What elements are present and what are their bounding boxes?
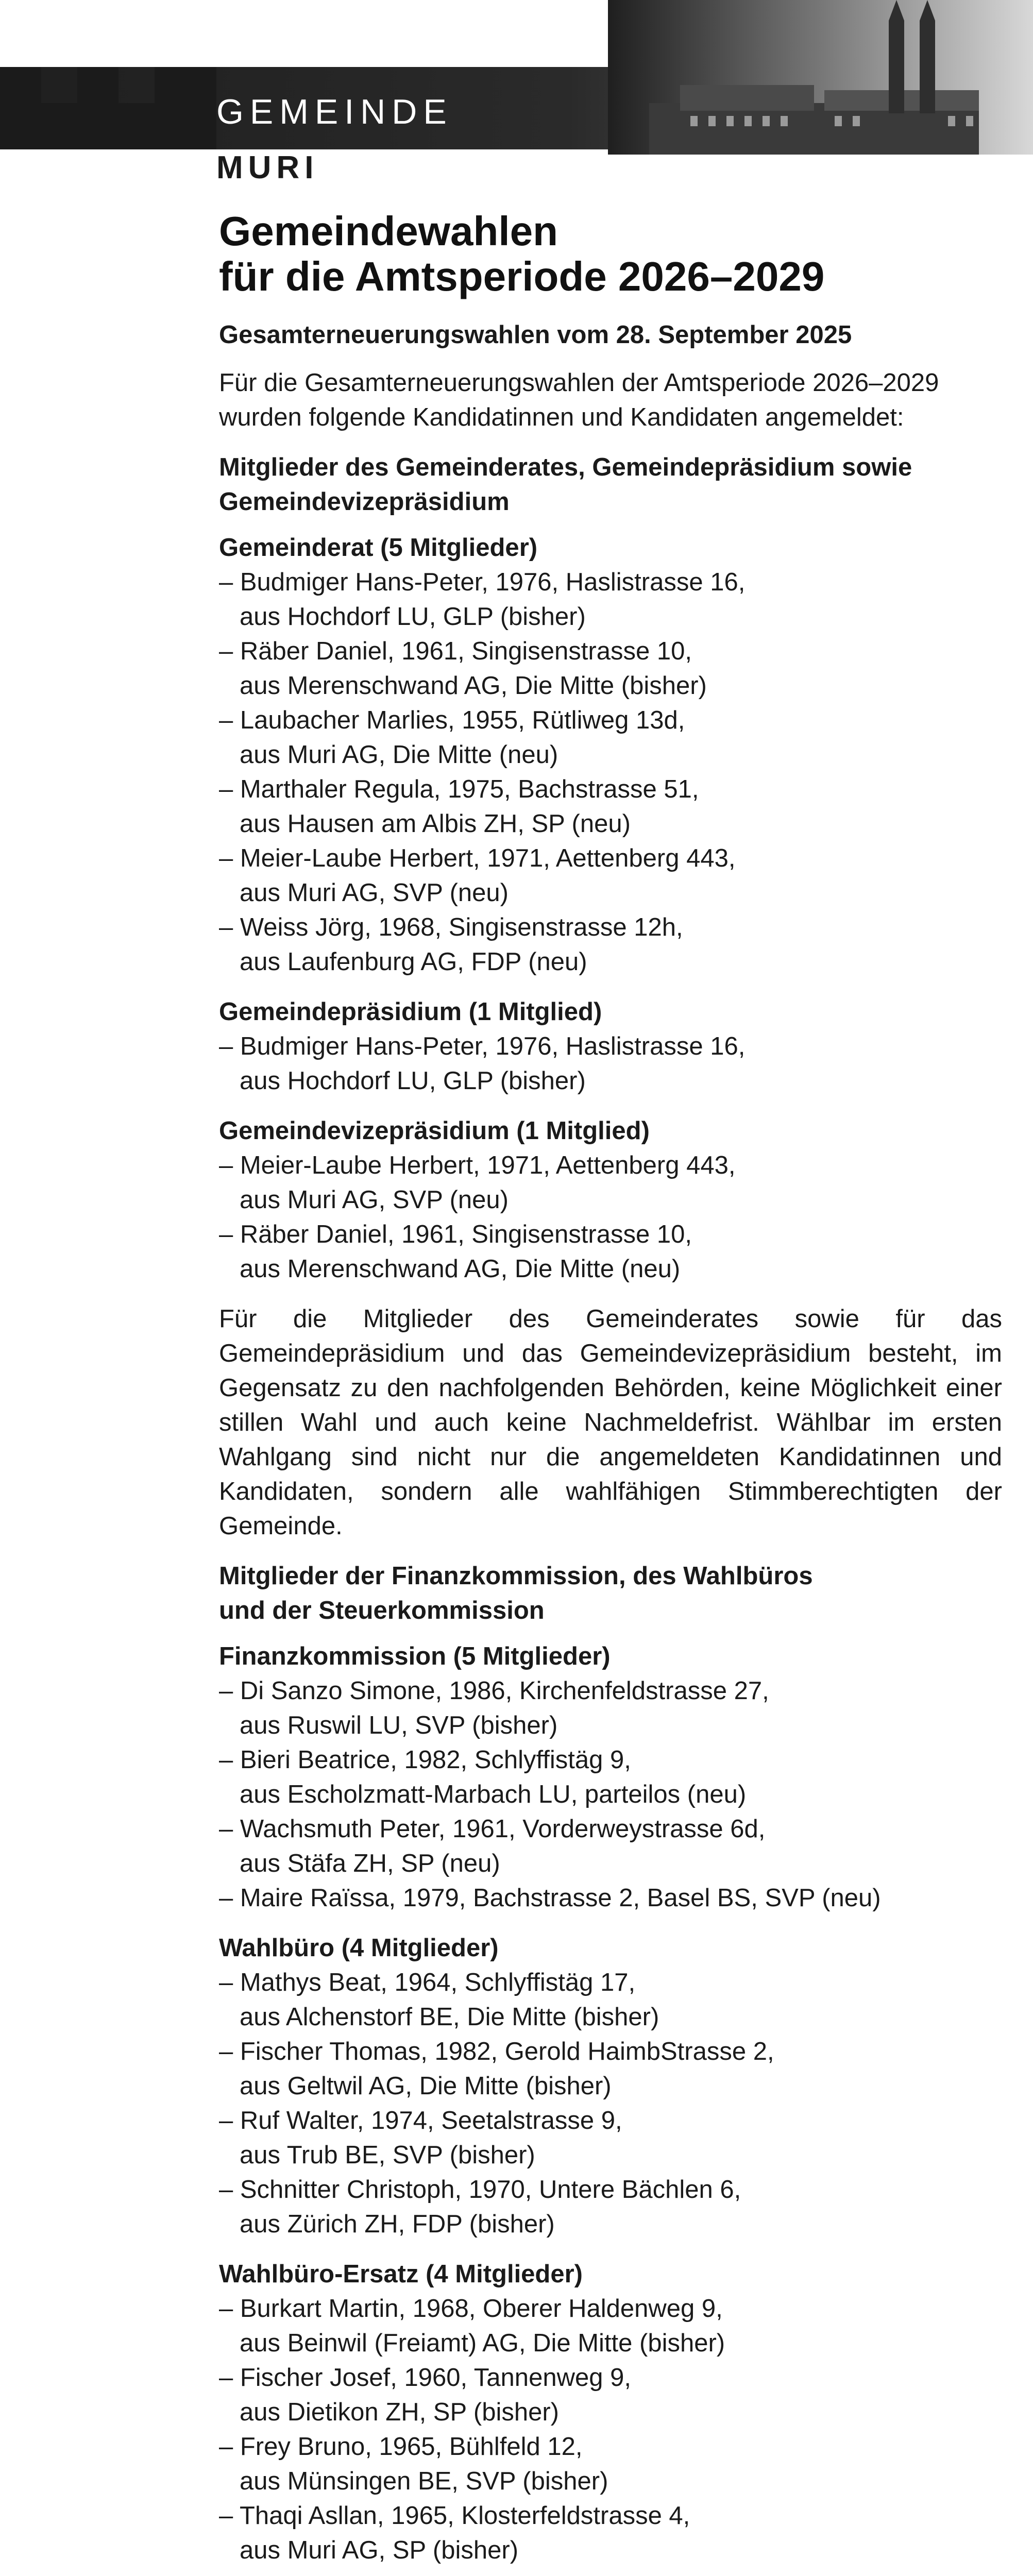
group-gemeindevizepraesidium — [219, 1114, 1002, 1286]
group-title: Gemeinderat (5 Mitglieder) — [219, 534, 538, 562]
candidate-item: – Fischer Thomas, 1982, Gerold HaimbStrasse 2, aus Geltwil AG, Die Mitte (bisher) — [219, 2038, 774, 2100]
candidate-item: – Fischer Josef, 1960, Tannenweg 9, aus Dietikon ZH, SP (bisher) — [219, 2364, 631, 2426]
candidate-item: – Weiss Jörg, 1968, Singisenstrasse 12h, aus Laufenburg AG, FDP (neu) — [219, 913, 683, 976]
candidate-item: – Mathys Beat, 1964, Schlyffistäg 17, aus Alchenstorf BE, Die Mitte (bisher) — [219, 1969, 659, 2031]
candidate-item: – Budmiger Hans-Peter, 1976, Haslistrasse 16, aus Hochdorf LU, GLP (bisher) — [219, 568, 746, 631]
logo-muri-text: MURI — [216, 150, 319, 185]
no-silent-election-note: Für die Mitglieder des Gemeinderates sowie für das Gemeindepräsidium und das Gemeindevizepräsidium besteht, im Gegensatz zu den nachfolgenden Behörden, keine Möglichkeit einer stillen Wahl und auch keine Nachmeldefrist. Wählbar im ersten Wahlgang sind nicht nur die angemeldeten Kandidatinnen und Kandidaten, sondern alle wahlfähigen Stimmberechtigten der Gemeinde. — [219, 1305, 1002, 1540]
title-line-1: Gemeindewahlen — [219, 208, 558, 254]
section2-heading-line-1: Mitglieder der Finanzkommission, des Wahlbüros — [219, 1562, 813, 1590]
group-finanzkommission — [219, 1639, 1002, 1916]
logo-gemeinde-text: GEMEINDE — [216, 92, 453, 131]
candidate-item: – Bieri Beatrice, 1982, Schlyffistäg 9, aus Escholzmatt-Marbach LU, parteilos (neu) — [219, 1746, 747, 1808]
candidate-item: – Meier-Laube Herbert, 1971, Aettenberg 443, aus Muri AG, SVP (neu) — [219, 1151, 736, 1214]
intro-paragraph: Für die Gesamterneuerungswahlen der Amtsperiode 2026–2029 wurden folgende Kandidatinnen und Kandidaten angemeldet: — [219, 369, 939, 431]
title-line-2: für die Amtsperiode 2026–2029 — [219, 253, 825, 299]
group-gemeindepraesidium — [219, 995, 1002, 1098]
header — [0, 0, 1033, 196]
monastery-photo — [608, 0, 1033, 155]
group-gemeinderat — [219, 531, 1002, 979]
candidate-item: – Wachsmuth Peter, 1961, Vorderweystrasse 6d, aus Stäfa ZH, SP (neu) — [219, 1815, 766, 1877]
group-title: Wahlbüro-Ersatz (4 Mitglieder) — [219, 2260, 583, 2288]
candidate-item: – Laubacher Marlies, 1955, Rütliweg 13d, aus Muri AG, Die Mitte (neu) — [219, 706, 685, 769]
monastery-photo-graphic — [608, 0, 1033, 155]
page-title — [219, 209, 1002, 299]
candidate-item: – Ruf Walter, 1974, Seetalstrasse 9, aus Trub BE, SVP (bisher) — [219, 2107, 622, 2169]
section1-heading: Mitglieder des Gemeinderates, Gemeindepräsidium sowie Gemeindevizepräsidium — [219, 453, 912, 516]
candidate-item: – Räber Daniel, 1961, Singisenstrasse 10, aus Merenschwand AG, Die Mitte (bisher) — [219, 637, 707, 700]
candidate-item: – Meier-Laube Herbert, 1971, Aettenberg 443, aus Muri AG, SVP (neu) — [219, 844, 736, 907]
candidate-item: – Burkart Martin, 1968, Oberer Haldenweg 9, aus Beinwil (Freiamt) AG, Die Mitte (bisher) — [219, 2295, 725, 2357]
municipal-logo-crenellation — [0, 0, 216, 149]
candidate-item: – Di Sanzo Simone, 1986, Kirchenfeldstrasse 27, aus Ruswil LU, SVP (bisher) — [219, 1677, 769, 1739]
candidate-item: – Marthaler Regula, 1975, Bachstrasse 51, aus Hausen am Albis ZH, SP (neu) — [219, 775, 699, 838]
group-title: Gemeindevizepräsidium (1 Mitglied) — [219, 1117, 650, 1145]
group-title: Finanzkommission (5 Mitglieder) — [219, 1642, 611, 1670]
group-title: Wahlbüro (4 Mitglieder) — [219, 1934, 499, 1962]
election-date-subtitle: Gesamterneuerungswahlen vom 28. September 2025 — [219, 321, 852, 349]
group-title: Gemeindepräsidium (1 Mitglied) — [219, 998, 602, 1026]
section2-heading — [219, 1559, 1002, 1628]
notice-content — [219, 209, 1002, 2576]
candidate-item: – Budmiger Hans-Peter, 1976, Haslistrasse 16, aus Hochdorf LU, GLP (bisher) — [219, 1032, 746, 1095]
candidate-item: – Maire Raïssa, 1979, Bachstrasse 2, Basel BS, SVP (neu) — [219, 1884, 881, 1912]
group-wahlbuero-ersatz — [219, 2257, 1002, 2568]
group-wahlbuero — [219, 1931, 1002, 2242]
section2-heading-line-2: und der Steuerkommission — [219, 1597, 545, 1624]
candidate-item: – Frey Bruno, 1965, Bühlfeld 12, aus Münsingen BE, SVP (bisher) — [219, 2433, 608, 2495]
candidate-item: – Schnitter Christoph, 1970, Untere Bächlen 6, aus Zürich ZH, FDP (bisher) — [219, 2176, 741, 2238]
candidate-item: – Thaqi Asllan, 1965, Klosterfeldstrasse 4, aus Muri AG, SP (bisher) — [219, 2502, 690, 2564]
candidate-item: – Räber Daniel, 1961, Singisenstrasse 10, aus Merenschwand AG, Die Mitte (neu) — [219, 1221, 692, 1283]
